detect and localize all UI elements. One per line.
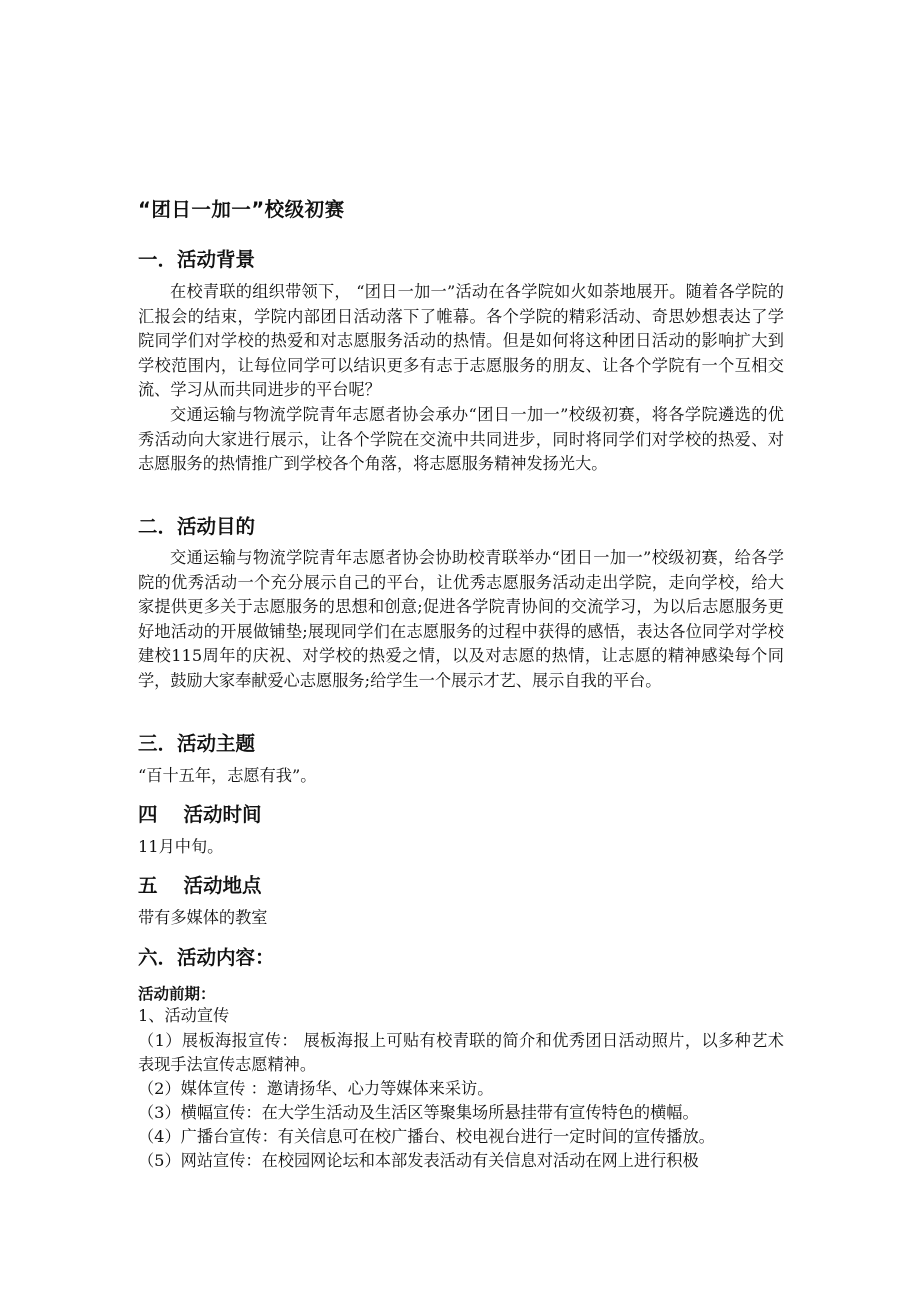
list-item-poster: （1）展板海报宣传： 展板海报上可贴有校青联的简介和优秀团日活动照片，以多种艺术表现手法宣传志愿精神。	[138, 1031, 784, 1074]
heading-purpose: 二．活动目的	[138, 515, 256, 538]
document-title: “团日一加一”校级初赛	[138, 198, 345, 221]
heading-time-label: 活动时间	[183, 803, 262, 826]
heading-content: 六．活动内容：	[138, 946, 275, 969]
heading-location-number: 五	[138, 874, 158, 897]
location-text: 带有多媒体的教室	[138, 908, 268, 927]
list-item-banner: （3）横幅宣传：在大学生活动及生活区等聚集场所悬挂带有宣传特色的横幅。	[138, 1103, 699, 1122]
list-item-broadcast: （4）广播台宣传：有关信息可在校广播台、校电视台进行一定时间的宣传播放。	[138, 1127, 715, 1146]
heading-time-number: 四	[138, 803, 158, 826]
heading-theme: 三．活动主题	[138, 732, 256, 755]
background-paragraph-2: 交通运输与物流学院青年志愿者协会承办“团日一加一”校级初赛，将各学院遴选的优秀活动向大家进行展示，让各个学院在交流中共同进步，同时将同学们对学校的热爱、对志愿服务的热情推广到学校各个角落，将志愿服务精神发扬光大。	[138, 405, 784, 473]
heading-time	[138, 799, 262, 827]
subheading-pre-activity: 活动前期：	[138, 985, 216, 1003]
time-text: 11月中旬。	[138, 837, 224, 856]
background-paragraph-1: 在校青联的组织带领下， “团日一加一”活动在各学院如火如荼地展开。随着各学院的汇报会的结束，学院内部团日活动落下了帷幕。各个学院的精彩活动、奇思妙想表达了学院同学们对学校的热爱和对志愿服务活动的热情。但是如何将这种团日活动的影响扩大到学校范围内，让每位同学可以结识更多有志于志愿服务的朋友、让各个学院有一个互相交流、学习从而共同进步的平台呢？	[138, 282, 784, 399]
theme-text: “百十五年，志愿有我”。	[138, 766, 317, 785]
list-item-media: （2）媒体宣传 ：邀请扬华、心力等媒体来采访。	[138, 1079, 494, 1098]
item-publicity: 1、活动宣传	[138, 1006, 230, 1025]
heading-location	[138, 870, 262, 898]
list-item-website: （5）网站宣传：在校园网论坛和本部发表活动有关信息对活动在网上进行积极	[138, 1151, 699, 1170]
heading-location-label: 活动地点	[183, 874, 262, 897]
heading-background: 一．活动背景	[138, 248, 256, 271]
purpose-paragraph: 交通运输与物流学院青年志愿者协会协助校青联举办“团日一加一”校级初赛，给各学院的优秀活动一个充分展示自己的平台，让优秀志愿服务活动走出学院，走向学校，给大家提供更多关于志愿服务的思想和创意;促进各学院青协间的交流学习，为以后志愿服务更好地活动的开展做铺垫;展现同学们在志愿服务的过程中获得的感悟，表达各位同学对学校建校115周年的庆祝、对学校的热爱之情，以及对志愿的热情，让志愿的精神感染每个同学，鼓励大家奉献爱心志愿服务;给学生一个展示才艺、展示自我的平台。	[138, 548, 784, 690]
